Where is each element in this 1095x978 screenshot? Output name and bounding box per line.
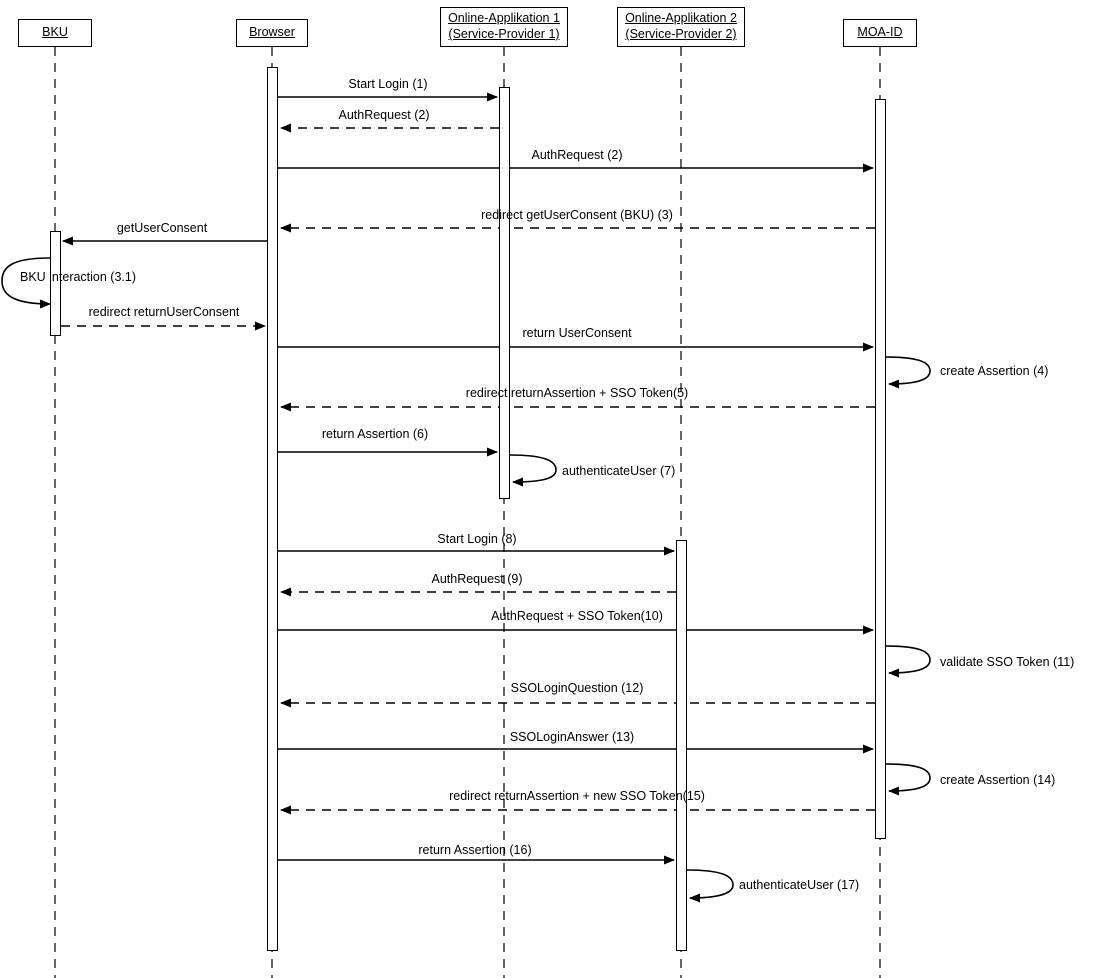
message-label-19: create Assertion (14): [940, 773, 1056, 787]
lifeline-moa-id[interactable]: [843, 19, 917, 47]
message-label-21: return Assertion (16): [418, 843, 532, 857]
message-label-12: authenticateUser (7): [562, 464, 676, 478]
activation-browser: [267, 67, 278, 951]
message-label-20: redirect returnAssertion + new SSO Token(15): [449, 789, 705, 803]
activation-moa-id: [875, 99, 886, 839]
lifeline-bku-label: BKU: [42, 25, 68, 40]
lifeline-moa-id-label: MOA-ID: [857, 25, 903, 40]
message-label-5: getUserConsent: [116, 221, 208, 235]
message-label-6: BKU interaction (3.1): [19, 270, 137, 284]
message-label-18: SSOLoginAnswer (13): [509, 730, 635, 744]
activation-online-applikation-2: [676, 540, 687, 951]
lifeline-oa1-label-line1: Online-Applikation 1: [448, 11, 560, 26]
lifeline-online-applikation-1[interactable]: [440, 7, 568, 47]
message-label-13: Start Login (8): [437, 532, 517, 546]
lifeline-oa1-label-line2: (Service-Provider 1): [448, 27, 560, 41]
lifeline-browser[interactable]: [236, 19, 308, 47]
message-label-14: AuthRequest (9): [431, 572, 523, 586]
activation-online-applikation-1: [499, 87, 510, 499]
message-label-10: redirect returnAssertion + SSO Token(5): [465, 386, 689, 400]
lifeline-bku[interactable]: [18, 19, 92, 47]
lifeline-oa2-label-line1: Online-Applikation 2: [625, 11, 737, 26]
lifeline-online-applikation-2[interactable]: [617, 7, 745, 47]
message-label-3: AuthRequest (2): [531, 148, 623, 162]
message-label-22: authenticateUser (17): [739, 878, 860, 892]
message-label-4: redirect getUserConsent (BKU) (3): [481, 208, 673, 222]
message-label-11: return Assertion (6): [321, 427, 429, 441]
lifeline-dashes: [55, 47, 880, 978]
message-label-8: return UserConsent: [522, 326, 632, 340]
lifeline-oa2-label-line2: (Service-Provider 2): [625, 27, 737, 41]
message-label-2: AuthRequest (2): [338, 108, 430, 122]
lifeline-browser-label: Browser: [249, 25, 295, 40]
message-label-1: Start Login (1): [348, 77, 428, 91]
message-label-17: SSOLoginQuestion (12): [510, 681, 644, 695]
message-label-15: AuthRequest + SSO Token(10): [491, 609, 663, 623]
message-arrows: [2, 97, 930, 898]
message-label-16: validate SSO Token (11): [940, 655, 1075, 669]
message-label-9: create Assertion (4): [940, 364, 1049, 378]
message-label-7: redirect returnUserConsent: [88, 305, 240, 319]
